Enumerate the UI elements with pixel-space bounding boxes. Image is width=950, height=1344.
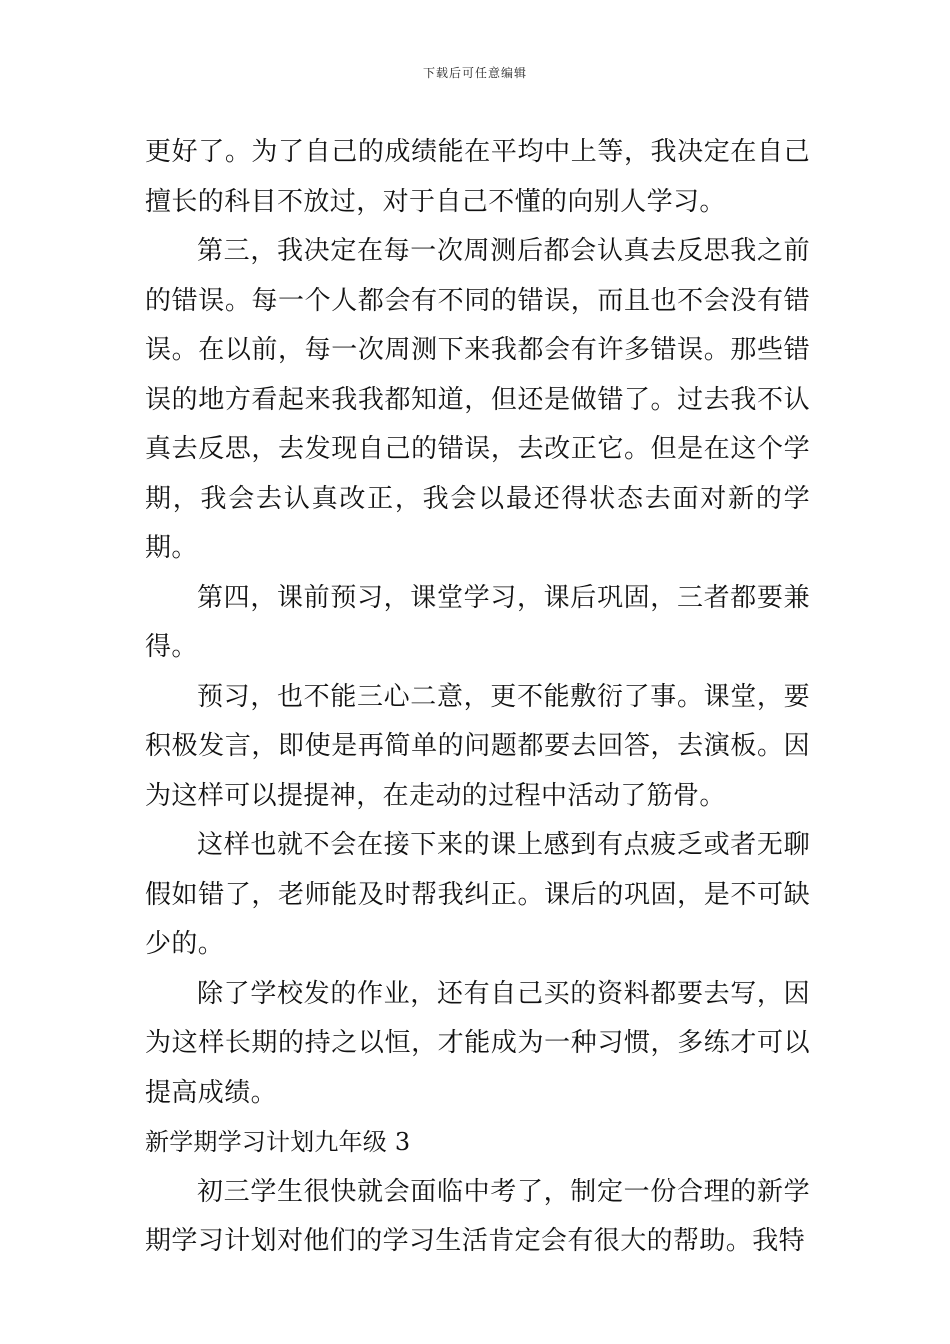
paragraph-3: 第四，课前预习，课堂学习，课后巩固，三者都要兼得。 xyxy=(145,582,810,662)
paragraph-6: 除了学校发的作业，还有自己买的资料都要去写，因为这样长期的持之以恒，才能成为一种习惯，多练才可以提高成绩。 xyxy=(145,978,810,1108)
section-heading: 新学期学习计划九年级 3 xyxy=(145,1128,411,1156)
paragraph-5: 这样也就不会在接下来的课上感到有点疲乏或者无聊假如错了，老师能及时帮我纠正。课后的巩固，是不可缺少的。 xyxy=(145,830,810,959)
paragraph-7: 初三学生很快就会面临中考了，制定一份合理的新学期学习计划对他们的学习生活肯定会有很大的帮助。我特 xyxy=(145,1176,810,1256)
page-header: 下载后可任意编辑 xyxy=(422,66,527,80)
document-body xyxy=(145,128,810,1267)
paragraph-2: 第三，我决定在每一次周测后都会认真去反思我之前的错误。每一个人都会有不同的错误，而且也不会没有错误。在以前，每一次周测下来我都会有许多错误。那些错误的地方看起来我我都知道，但还是做错了。过去我不认真去反思，去发现自己的错误，去改正它。但是在这个学期，我会去认真改正，我会以最还得状态去面对新的学期。 xyxy=(145,236,810,563)
paragraph-1: 更好了。为了自己的成绩能在平均中上等，我决定在自己擅长的科目不放过，对于自己不懂的向别人学习。 xyxy=(145,137,810,217)
paragraph-4: 预习，也不能三心二意，更不能敷衍了事。课堂，要积极发言，即使是再简单的问题都要去回答，去演板。因为这样可以提提神，在走动的过程中活动了筋骨。 xyxy=(145,681,810,811)
